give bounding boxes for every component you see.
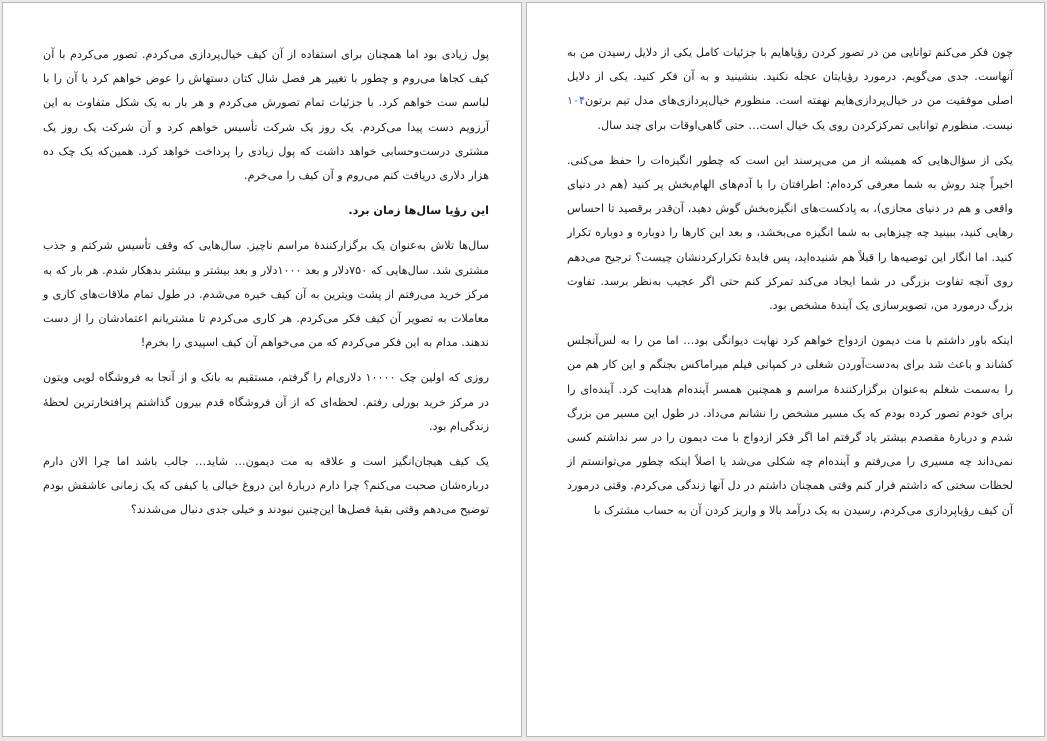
right-page xyxy=(526,2,1045,737)
paragraph-text: چون فکر می‌کنم توانایی من در تصور کردن رؤیاهایم با جزئیات کامل یکی از دلایل رسیدن من به آنهاست. جدی می‌گویم. درمورد رؤیایتان عجله نکنید. بنشینید و به آن فکر کنید. یکی از دلایل اصلی موفقیت من در خیال‌پردازی‌هایم نهفته است. منظورم خیال‌پردازی‌های مدل تیم برتون xyxy=(567,46,1013,108)
paragraph: یک کیف هیجان‌انگیز است و علاقه به مت دیمون… شاید… جالب باشد اما چرا الان دارم درباره‌شان صحبت می‌کنم؟ چرا دارم دربارهٔ این دروغ خیالی یا کیفی که یک زمانی عاشقش بودم توضیح می‌دهم وقتی بقیهٔ فصل‌ها این‌چنین نبودند و خیلی جدی دنبال می‌شدند؟ xyxy=(43,455,489,517)
paragraph: روزی که اولین چک ۱۰۰۰۰ دلاری‌ام را گرفتم، مستقیم به بانک و از آنجا به فروشگاه لویی ویتون در مرکز خرید بورلی رفتم. لحظه‌ای که از آن فروشگاه قدم بیرون گذاشتم پرافتخارترین لحظهٔ زندگی‌ام بود. xyxy=(43,371,489,433)
paragraph: سال‌ها تلاش به‌عنوان یک برگزارکنندهٔ مراسم ناچیز. سال‌هایی که وقف تأسیس شرکتم و جذب مشتری شد. سال‌هایی که ۷۵۰دلار و بعد ۱۰۰۰دلار و بعد بیشتر و بیشتر بدهکار شدم. هر بار که به مرکز خرید می‌رفتم از پشت ویترین به آن کیف خیره می‌شدم. در طول تمام ملاقات‌های کاری و معاملات به تصویر آن کیف فکر می‌کردم. هر کاری می‌کردم تا مشتریانم اعتمادشان را از دست ندهند. مدام به این فکر می‌کردم که من می‌خواهم آن کیف اسپیدی را بخرم! xyxy=(43,239,489,350)
paragraph: یکی از سؤال‌هایی که همیشه از من می‌پرسند این است که چطور انگیزه‌ات را حفظ می‌کنی. اخیراً چند روش به شما معرفی کرده‌ام: اطرافتان را با آدم‌های الهام‌بخش پر کنید (هم در دنیای واقعی و هم در دنیای مجازی)، به پادکست‌های انگیزه‌بخش گوش دهید، آن‌قدر برقصید تا احساس رهایی کنید، ببینید چه چیزهایی به شما انگیزه می‌بخشد، و بعد این کارها را دوباره و دوباره تکرار کنید. اما انگار این توصیه‌ها را قبلاً هم شنیده‌اید، پس فایدهٔ تکرارکردنشان چیست؟ ترجیح می‌دهم روی آنچه تفاوت بزرگی در شما ایجاد می‌کند تمرکز کنم حتی اگر عجیب به‌نظر برسد. تفاوت بزرگ درمورد من، تصویرسازی یک آیندهٔ مشخص بود. xyxy=(567,153,1013,313)
left-page xyxy=(2,2,522,737)
left-page-text xyxy=(43,43,489,534)
right-page-text xyxy=(567,41,1013,534)
paragraph-text: نیست. منظورم توانایی تمرکزکردن روی یک خیال است… حتی گاهی‌اوقات برای چند سال. xyxy=(597,118,1013,132)
paragraph-heading: این رؤیا سال‌ها زمان برد. xyxy=(348,204,489,218)
footnote-number[interactable]: ۱۰۴ xyxy=(567,94,586,108)
paragraph: پول زیادی بود اما همچنان برای استفاده از آن کیف خیال‌پردازی می‌کردم. تصور می‌کردم با آن کیف کجاها می‌روم و چطور با تغییر هر فصل شال کتان دستهاش را عوض خواهم کرد یا آن را با لباسم ست خواهم کرد. با جزئیات تمام تصورش می‌کردم و هر بار به یک شکل متفاوت به این آرزویم دست پیدا می‌کردم. یک روز یک شرکت تأسیس خواهم کرد و آن شرکت یک روز یک مشتری درست‌وحسابی خواهد داشت که پول زیادی را پرداخت خواهد کرد. همین‌که یک چک ده هزار دلاری دریافت کنم می‌روم و آن کیف را می‌خرم. xyxy=(43,48,489,183)
paragraph: اینکه باور داشتم با مت دیمون ازدواج خواهم کرد نهایت دیوانگی بود… اما من را به لس‌آنجلس کشاند و باعث شد برای به‌دست‌آوردن شغلی در کمپانی فیلم میراماکس بجنگم و این کار هم من را به‌سمت شغلم به‌عنوان برگزارکنندهٔ مراسم و همچنین همسر آینده‌ام هدایت کرد. آینده‌ای را برای خودم تصور کرده بودم که یک مسیر مشخص را نشانم می‌داد. در طول این مسیر من بزرگ شدم و دربارهٔ مقصدم بیشتر یاد گرفتم اما اگر فکر ازدواج با مت دیمون را در سر نداشتم کسی نمی‌داند چه مسیری را می‌رفتم و آینده‌ام چه شکلی می‌شد یا اصلاً اینکه چطور می‌توانستم از لحظات سختی که داشتم فرار کنم وقتی همچنان داشتم در دل آنها زندگی می‌کردم. وقتی درمورد آن کیف رؤیاپردازی می‌کردم، رسیدن به یک درآمد بالا و واریز کردن آن به حساب مشترک با xyxy=(567,334,1013,517)
paragraph xyxy=(567,41,1013,138)
